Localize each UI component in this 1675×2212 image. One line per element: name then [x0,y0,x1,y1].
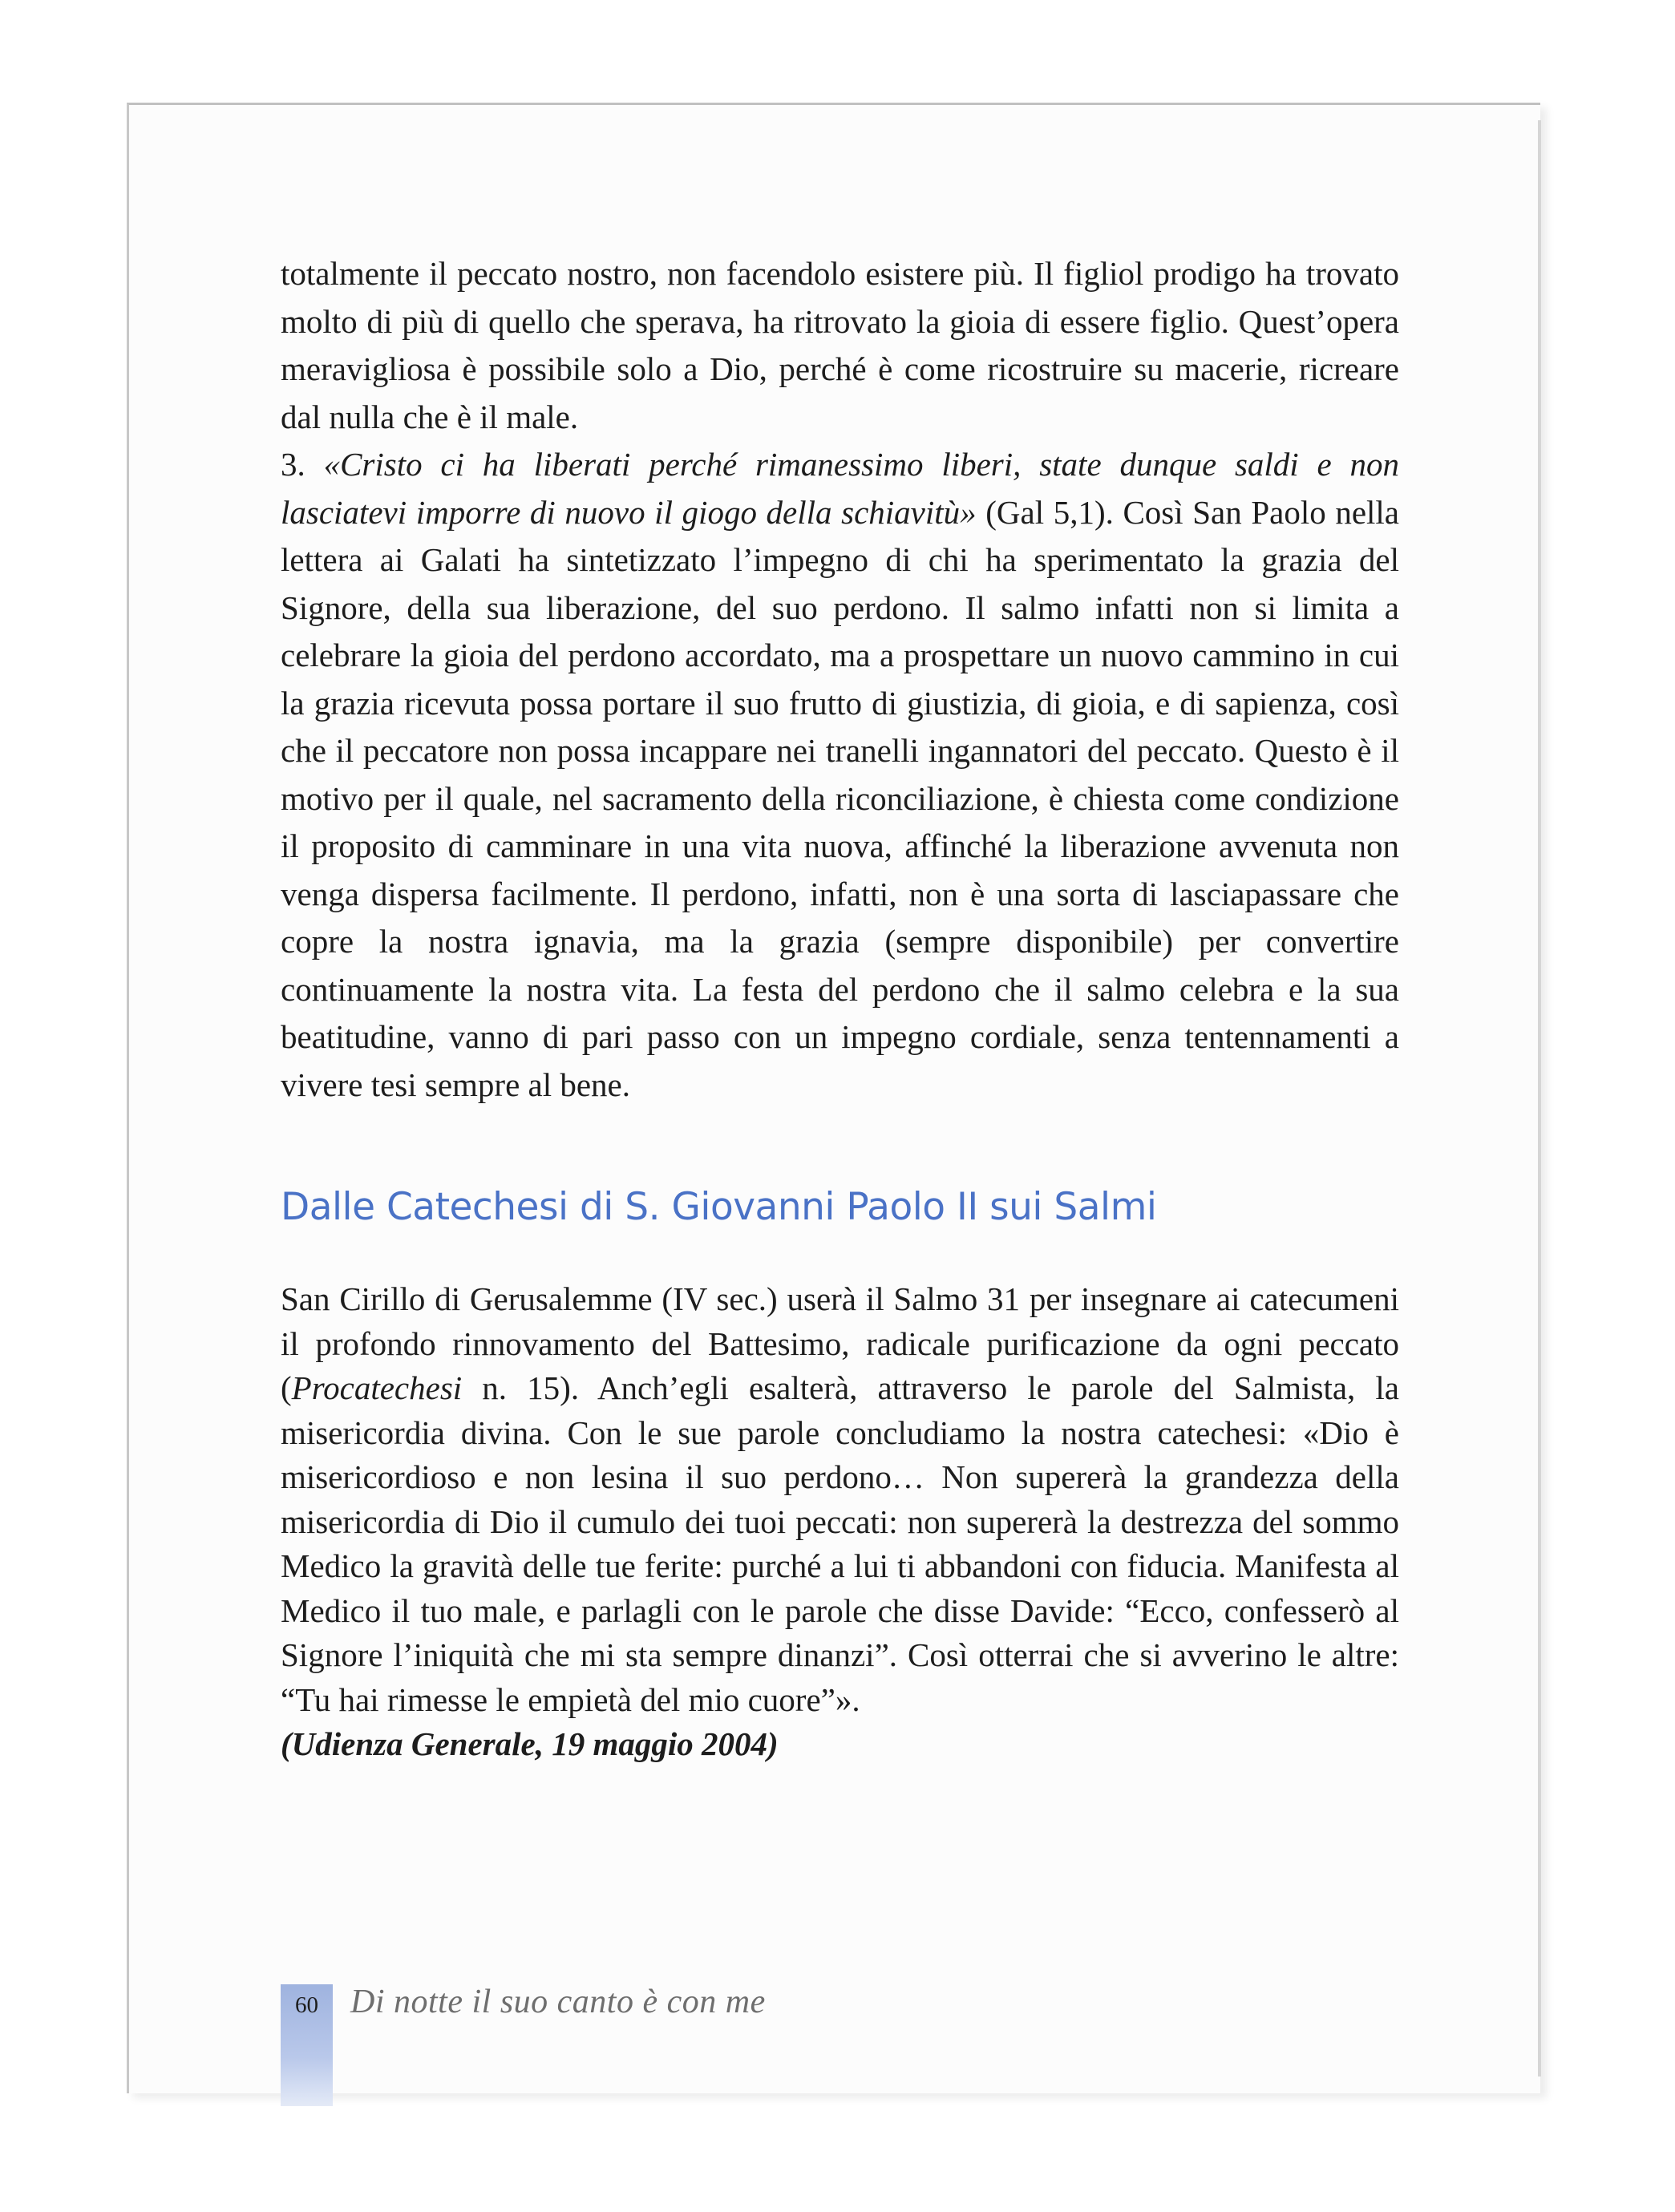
body-text [281,250,1399,1109]
scripture-quote: «Cristo ci ha liberati perché rimanessimo liberi, state dunque saldi e non lasciatevi imporre di nuovo il giogo della schiavitù» [281,446,1399,531]
paragraph-text: totalmente il peccato nostro, non facendolo esistere più. Il figliol prodigo ha trovato molto di più di quello che sperava, ha ritrovato la gioia di essere figlio. Quest’opera meravigliosa è possibile solo a Dio, perché è come ricostruire su macerie, ricreare dal nulla che è il male. [281,255,1399,435]
paragraph-text: San Cirillo di Gerusalemme (IV sec.) userà il Salmo 31 per insegnare ai catecumeni il profondo rinnovamento del Battesimo, radicale purificazione da ogni peccato ( [281,1280,1399,1406]
paragraph-text: (Gal 5,1). Così San Paolo nella lettera ai Galati ha sintetizzato l’impegno di chi ha sperimentato la grazia del Signore, della sua liberazione, del suo perdono. Il salmo infatti non si limita a celebrare la gioia del perdono accordato, ma a prospettare un nuovo cammino in cui la grazia ricevuta possa portare il suo frutto di giustizia, di gioia, e di sapienza, così che il peccatore non possa incappare nei tranelli ingannatori del peccato. Questo è il motivo per il quale, nel sacramento della riconciliazione, è chiesta come condizione il proposito di camminare in una vita nuova, affinché la liberazione avvenuta non venga dispersa facilmente. Il perdono, infatti, non è una sorta di lasciapassare che copre la nostra ignavia, ma la grazia (sempre disponibile) per convertire continuamente la nostra vita. La festa del perdono che il salmo celebra e la sua beatitudine, vanno di pari passo con un impegno cordiale, senza tentennamenti a vivere tesi sempre al bene. [281,493,1399,1103]
paragraph-text: n. 15). Anch’egli esalterà, attraverso le parole del Salmista, la misericordia divina. Con le sue parole concludiamo la nostra catechesi: «Dio è misericordioso e non lesina il suo perdono… Non supererà la grandezza della misericordia di Dio il cumulo dei tuoi peccati: non supererà la destrezza del sommo Medico la gravità delle tue ferite: purché a lui ti abbandoni con fiducia. Manifesta al Medico il tuo male, e parlagli con le parole che disse Davide: “Ecco, confesserò al Signore l’iniquità che mi sta sempre dinanzi”. Così otterrai che si avverino le altre: “Tu hai rimesse le empietà del mio cuore”». [281,1369,1399,1718]
section-heading: Dalle Catechesi di S. Giovanni Paolo II sui Salmi [281,1185,1157,1229]
paragraph [281,250,1399,441]
section-number: 3. [281,446,305,483]
page-edge [1538,120,1541,2077]
catechesis-text [281,1277,1399,1767]
page-number: 60 [295,1992,318,2018]
citation: (Udienza Generale, 19 maggio 2004) [281,1725,779,1762]
paragraph [281,1277,1399,1722]
paragraph [281,441,1399,1109]
work-title: Procatechesi [291,1369,463,1406]
running-title: Di notte il suo canto è con me [350,1984,766,2020]
